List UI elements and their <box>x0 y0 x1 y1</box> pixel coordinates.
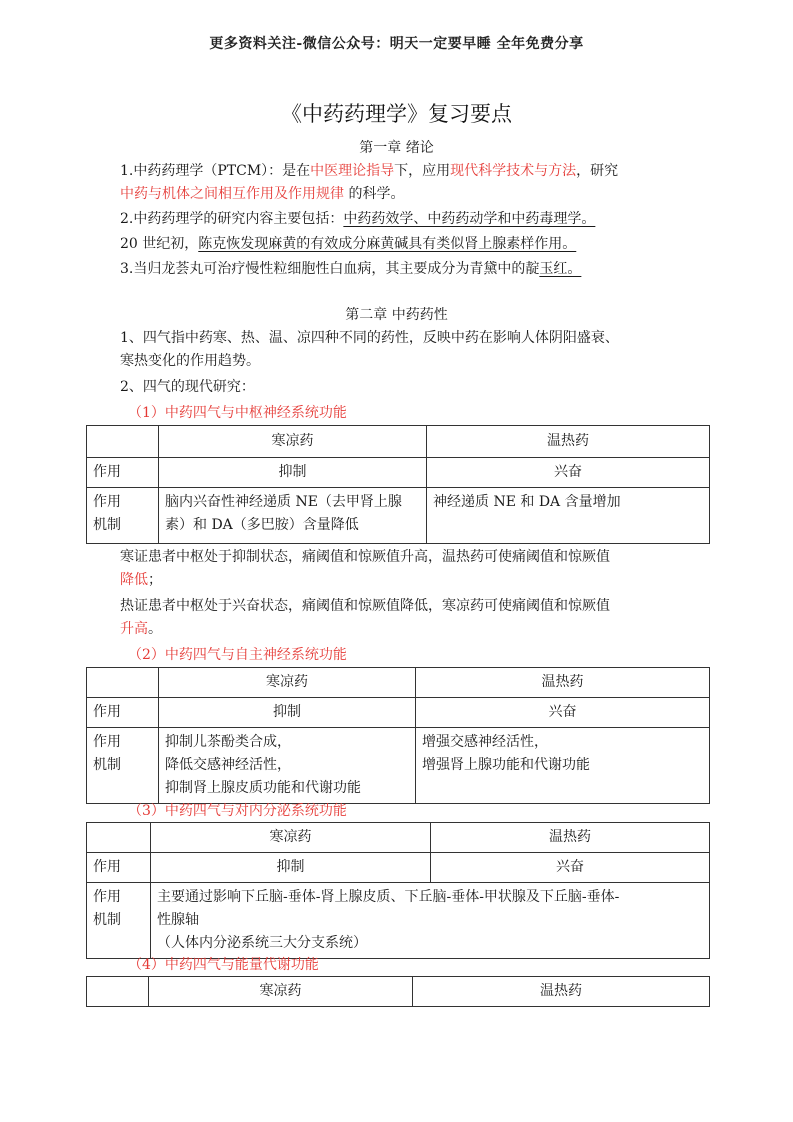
text: 下，应用 <box>394 163 451 179</box>
cell-line: 主要通过影响下丘脑-垂体-肾上腺皮质、下丘脑-垂体-甲状腺及下丘脑-垂体- <box>157 889 620 905</box>
table-row <box>87 458 710 488</box>
text: 的科学。 <box>344 186 405 202</box>
cell-cold: 抑制 <box>151 853 431 883</box>
chapter-1-heading: 第一章 绪论 <box>359 140 434 156</box>
empty-cell <box>87 668 159 698</box>
label-line: 机制 <box>93 912 121 928</box>
chapter-2-heading: 第二章 中药药性 <box>345 307 448 323</box>
cell-line: 素）和 DA（多巴胺）含量降低 <box>165 517 359 533</box>
header-cold: 寒凉药 <box>149 977 413 1007</box>
text: ，研究 <box>576 163 619 179</box>
note-cold-syndrome <box>120 546 690 592</box>
table-header-row <box>87 668 710 698</box>
row-label: 作用 <box>87 698 159 728</box>
cell-line: 抑制儿茶酚类合成， <box>165 734 291 750</box>
text: 1.中药药理学（PTCM）：是在 <box>120 163 311 179</box>
row-label <box>87 728 159 804</box>
cell-line: 增强交感神经活性， <box>422 734 548 750</box>
highlight-text: 升高 <box>120 621 148 637</box>
label-line: 作用 <box>93 889 121 905</box>
text: 20 世纪初， <box>120 236 199 252</box>
header-warm: 温热药 <box>413 977 710 1007</box>
table-cns <box>86 425 710 544</box>
cell-line: 增强肾上腺功能和代谢功能 <box>422 757 590 773</box>
cell-cold: 抑制 <box>159 698 416 728</box>
label-line: 机制 <box>93 517 121 533</box>
text: 。 <box>148 621 162 637</box>
row-label <box>87 488 159 544</box>
section-4-heading: （4）中药四气与能量代谢功能 <box>128 957 319 973</box>
section-2-heading: （2）中药四气与自主神经系统功能 <box>128 647 347 663</box>
table-header-row <box>87 823 710 853</box>
page-title: 《中药药理学》复习要点 <box>281 102 512 126</box>
ch1-paragraph-3 <box>120 233 690 256</box>
label-line: 作用 <box>93 494 121 510</box>
row-label: 作用 <box>87 853 151 883</box>
cell-cold <box>159 728 416 804</box>
table-energy <box>86 976 710 1007</box>
header-warm: 温热药 <box>416 668 710 698</box>
row-label: 作用 <box>87 458 159 488</box>
table-row <box>87 853 710 883</box>
table-row <box>87 488 710 544</box>
text: 3.当归龙荟丸可治疗慢性粒细胞性白血病，其主要成分为青黛中的靛 <box>120 261 540 277</box>
cell-line: 性腺轴 <box>157 912 199 928</box>
header-cold: 寒凉药 <box>159 668 416 698</box>
header-warm: 温热药 <box>427 426 710 458</box>
text: ； <box>148 572 162 588</box>
highlight-text: 降低 <box>120 572 148 588</box>
cell-mechanism <box>151 883 710 959</box>
highlight-text: 中医理论指导 <box>310 163 395 179</box>
cell-warm: 兴奋 <box>416 698 710 728</box>
table-row <box>87 728 710 804</box>
underlined-text: 陈克恢发现麻黄的有效成分麻黄碱具有类似肾上腺素样作用。 <box>198 236 577 252</box>
cell-warm: 兴奋 <box>431 853 710 883</box>
empty-cell <box>87 426 159 458</box>
cell-warm <box>416 728 710 804</box>
header-warm: 温热药 <box>431 823 710 853</box>
cell-line: （人体内分泌系统三大分支系统） <box>157 935 367 951</box>
table-autonomic <box>86 667 710 804</box>
cell-warm: 兴奋 <box>427 458 710 488</box>
empty-cell <box>87 977 149 1007</box>
cell-line: 脑内兴奋性神经递质 NE（去甲肾上腺 <box>165 494 402 510</box>
cell-cold: 抑制 <box>159 458 427 488</box>
highlight-text: 中药与机体之间相互作用及作用规律 <box>120 186 344 202</box>
text: 寒证患者中枢处于抑制状态，痛阈值和惊厥值升高，温热药可使痛阈值和惊厥值 <box>120 549 610 565</box>
header-cold: 寒凉药 <box>159 426 427 458</box>
empty-cell <box>87 823 151 853</box>
table-row <box>87 698 710 728</box>
ch1-paragraph-1 <box>120 160 690 206</box>
section-3-heading: （3）中药四气与对内分泌系统功能 <box>128 803 347 819</box>
header-note: 更多资料关注-微信公众号：明天一定要早睡 全年免费分享 <box>209 36 584 52</box>
cell-cold <box>159 488 427 544</box>
section-1-heading: （1）中药四气与中枢神经系统功能 <box>128 405 347 421</box>
label-line: 作用 <box>93 734 121 750</box>
table-header-row <box>87 977 710 1007</box>
note-heat-syndrome <box>120 595 690 641</box>
ch1-paragraph-2 <box>120 208 690 231</box>
label-line: 机制 <box>93 757 121 773</box>
text: 寒热变化的作用趋势。 <box>120 353 260 369</box>
header-cold: 寒凉药 <box>151 823 431 853</box>
text: 2.中药药理学的研究内容主要包括： <box>120 211 344 227</box>
cell-warm: 神经递质 NE 和 DA 含量增加 <box>427 488 710 544</box>
underlined-text: 玉红。 <box>539 261 582 277</box>
text: 热证患者中枢处于兴奋状态，痛阈值和惊厥值降低，寒凉药可使痛阈值和惊厥值 <box>120 598 610 614</box>
cell-line: 降低交感神经活性， <box>165 757 291 773</box>
cell-line: 抑制肾上腺皮质功能和代谢功能 <box>165 780 361 796</box>
row-label <box>87 883 151 959</box>
ch2-paragraph-2: 2、四气的现代研究： <box>120 379 255 395</box>
ch2-paragraph-1 <box>120 327 690 373</box>
text: 1、四气指中药寒、热、温、凉四种不同的药性，反映中药在影响人体阴阳盛衰、 <box>120 330 619 346</box>
ch1-paragraph-4 <box>120 258 690 281</box>
table-row <box>87 883 710 959</box>
table-header-row <box>87 426 710 458</box>
table-endocrine <box>86 822 710 959</box>
highlight-text: 现代科学技术与方法 <box>450 163 577 179</box>
underlined-text: 中药药效学、中药药动学和中药毒理学。 <box>343 211 596 227</box>
